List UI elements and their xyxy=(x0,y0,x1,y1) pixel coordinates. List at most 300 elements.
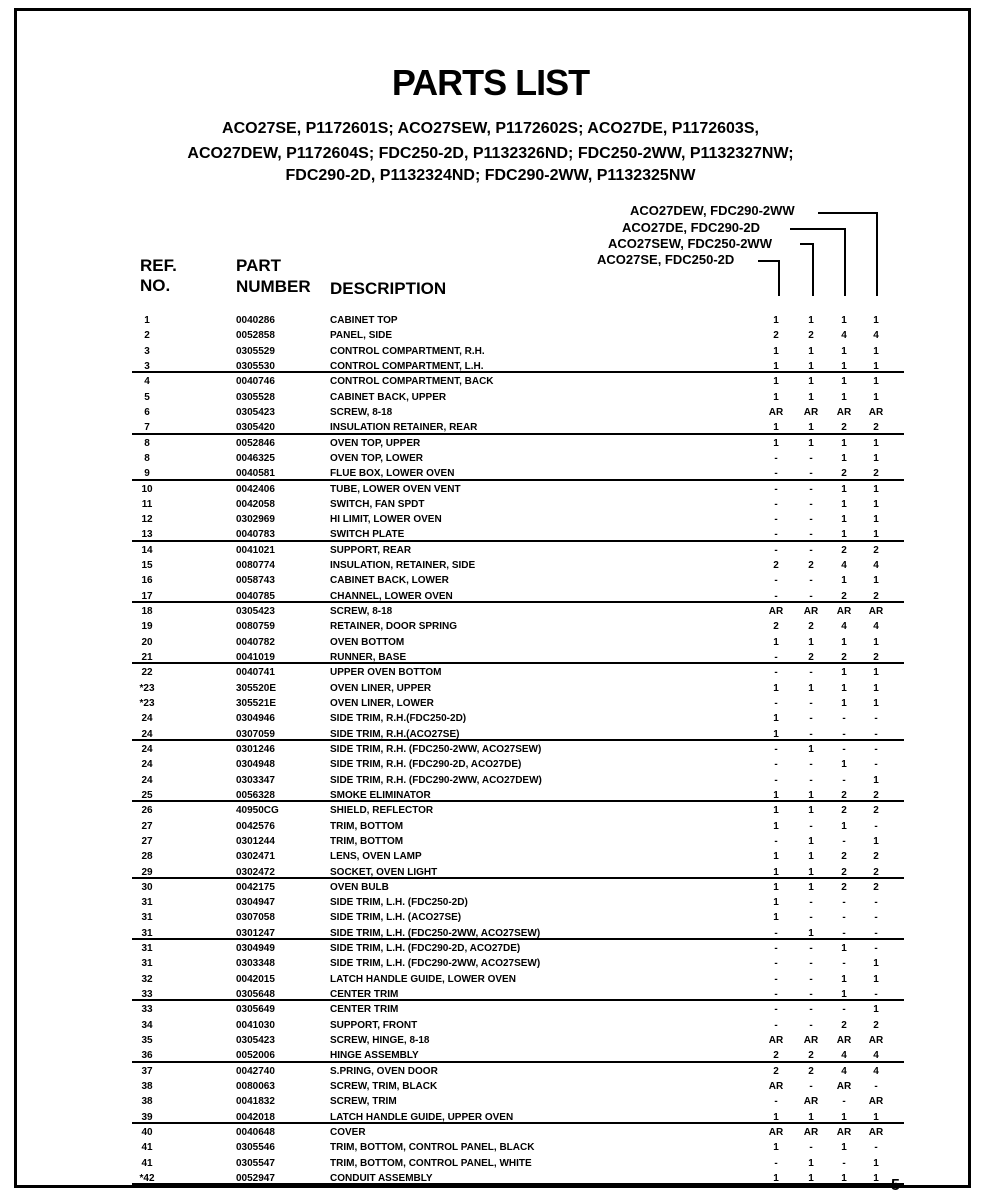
part-number-cell: 40950CG xyxy=(236,805,279,817)
part-number-cell: 0080063 xyxy=(236,1081,275,1092)
group-divider xyxy=(132,479,904,481)
quantity-cell: 1 xyxy=(841,698,847,709)
quantity-cell: 1 xyxy=(841,360,847,372)
quantity-cell: 1 xyxy=(773,682,779,694)
quantity-cell: 1 xyxy=(873,636,879,648)
quantity-cell: - xyxy=(842,1157,846,1169)
table-row xyxy=(0,313,981,328)
quantity-cell: 1 xyxy=(841,452,847,464)
quantity-cell: - xyxy=(774,483,778,495)
quantity-cell: 1 xyxy=(873,529,879,541)
ref-cell: 38 xyxy=(141,1096,153,1108)
part-number-cell: 0046325 xyxy=(236,452,275,464)
part-number-cell: 0042175 xyxy=(236,881,275,893)
description-cell: TRIM, BOTTOM, CONTROL PANEL, BLACK xyxy=(330,1142,535,1154)
quantity-cell: 1 xyxy=(773,728,779,740)
ref-header: NO. xyxy=(140,276,171,295)
ref-cell: 30 xyxy=(141,881,153,893)
quantity-cell: 4 xyxy=(873,1050,879,1062)
ref-cell: 6 xyxy=(144,406,150,418)
table-row xyxy=(0,1002,981,1017)
quantity-cell: - xyxy=(809,529,813,541)
description-cell: OVEN TOP, LOWER xyxy=(330,452,423,464)
quantity-cell: 1 xyxy=(841,759,847,771)
quantity-cell: 1 xyxy=(873,345,879,357)
table-row xyxy=(0,696,981,711)
quantity-cell: - xyxy=(842,1004,846,1016)
quantity-cell: 2 xyxy=(773,1050,779,1062)
quantity-cell: - xyxy=(774,544,778,556)
table-row xyxy=(0,742,981,757)
table-row xyxy=(0,895,981,910)
quantity-cell: 4 xyxy=(841,1065,847,1077)
quantity-cell: - xyxy=(809,989,813,1001)
page-number: 5 xyxy=(891,1177,900,1194)
quantity-cell: - xyxy=(774,1096,778,1108)
part-number-cell: 0080774 xyxy=(236,560,275,572)
quantity-cell: - xyxy=(809,728,813,740)
quantity-cell: - xyxy=(842,912,846,924)
quantity-cell: 2 xyxy=(808,652,814,664)
description-cell: RUNNER, BASE xyxy=(330,652,407,664)
part-number-cell: 0307059 xyxy=(236,728,275,740)
ref-cell: 20 xyxy=(141,636,153,648)
part-number-cell: 0052846 xyxy=(236,437,275,449)
quantity-cell: 1 xyxy=(873,1004,879,1016)
ref-cell: 27 xyxy=(141,835,153,847)
part-number-cell: 0041021 xyxy=(236,544,275,556)
quantity-cell: 1 xyxy=(808,1157,814,1169)
quantity-cell: 1 xyxy=(808,682,814,694)
quantity-cell: 2 xyxy=(873,1019,879,1031)
table-row xyxy=(0,344,981,359)
quantity-cell: 1 xyxy=(841,575,847,587)
table-row xyxy=(0,558,981,573)
part-number-cell: 0304947 xyxy=(236,897,275,909)
quantity-cell: - xyxy=(809,973,813,985)
ref-cell: 2 xyxy=(144,330,150,342)
description-cell: PANEL, SIDE xyxy=(330,330,393,342)
column-header-3: ACO27DE, FDC290-2D xyxy=(622,220,760,235)
description-cell: SIDE TRIM, L.H. (FDC290-2WW, ACO27SEW) xyxy=(330,958,541,970)
quantity-cell: 1 xyxy=(808,851,814,863)
part-number-cell: 0305529 xyxy=(236,345,275,357)
quantity-cell: 2 xyxy=(841,1019,847,1031)
quantity-cell: 1 xyxy=(873,1157,879,1169)
ref-cell: 8 xyxy=(144,452,150,464)
description-cell: OVEN BOTTOM xyxy=(330,636,405,648)
ref-cell: 41 xyxy=(141,1142,153,1154)
quantity-cell: 1 xyxy=(773,391,779,403)
ref-cell: 33 xyxy=(141,1004,153,1016)
ref-cell: 5 xyxy=(144,391,150,403)
quantity-cell: 1 xyxy=(773,422,779,434)
quantity-cell: 1 xyxy=(841,345,847,357)
quantity-cell: 2 xyxy=(873,789,879,801)
ref-cell: *42 xyxy=(139,1172,155,1184)
table-row xyxy=(0,451,981,466)
quantity-cell: 1 xyxy=(873,667,879,679)
quantity-cell: 2 xyxy=(841,422,847,434)
part-number-cell: 0042740 xyxy=(236,1065,275,1077)
quantity-cell: AR xyxy=(868,1126,884,1138)
quantity-cell: 1 xyxy=(808,636,814,648)
quantity-cell: 2 xyxy=(841,652,847,664)
part-number-cell: 0302471 xyxy=(236,851,275,863)
table-row xyxy=(0,436,981,451)
quantity-cell: - xyxy=(809,713,813,725)
quantity-cell: - xyxy=(842,728,846,740)
description-cell: SUPPORT, REAR xyxy=(330,544,412,556)
quantity-cell: 2 xyxy=(773,560,779,572)
description-cell: CENTER TRIM xyxy=(330,1004,399,1016)
description-cell: SWITCH PLATE xyxy=(330,529,405,541)
quantity-cell: 1 xyxy=(773,437,779,449)
quantity-cell: AR xyxy=(836,1126,852,1138)
part-number-cell: 0305547 xyxy=(236,1157,275,1169)
ref-cell: 10 xyxy=(141,483,153,495)
ref-cell: 29 xyxy=(141,866,153,878)
quantity-cell: - xyxy=(774,759,778,771)
quantity-cell: - xyxy=(809,1081,813,1092)
table-row xyxy=(0,328,981,343)
quantity-cell: 1 xyxy=(841,667,847,679)
table-row xyxy=(0,374,981,389)
description-cell: FLUE BOX, LOWER OVEN xyxy=(330,468,455,480)
quantity-cell: - xyxy=(874,943,878,955)
quantity-cell: - xyxy=(774,529,778,541)
part-header: PART xyxy=(236,256,282,275)
quantity-cell: - xyxy=(774,989,778,1001)
quantity-cell: 1 xyxy=(773,1142,779,1154)
ref-cell: 32 xyxy=(141,973,153,985)
description-cell: SWITCH, FAN SPDT xyxy=(330,498,425,510)
quantity-cell: 1 xyxy=(841,682,847,694)
quantity-cell: - xyxy=(874,927,878,939)
description-cell: CONTROL COMPARTMENT, L.H. xyxy=(330,360,484,372)
ref-cell: 26 xyxy=(141,805,153,817)
quantity-cell: - xyxy=(809,698,813,709)
quantity-cell: 2 xyxy=(841,851,847,863)
description-cell: CENTER TRIM xyxy=(330,989,399,1001)
quantity-cell: 1 xyxy=(808,866,814,878)
part-number-cell: 0040648 xyxy=(236,1126,275,1138)
quantity-cell: 1 xyxy=(873,437,879,449)
description-cell: CABINET BACK, UPPER xyxy=(330,391,447,403)
ref-cell: *23 xyxy=(139,682,155,694)
quantity-cell: 1 xyxy=(841,529,847,541)
part-number-cell: 0052947 xyxy=(236,1172,275,1184)
model-list-line: FDC290-2D, P1132324ND; FDC290-2WW, P1132325NW xyxy=(285,167,696,184)
quantity-cell: 1 xyxy=(841,498,847,510)
quantity-cell: AR xyxy=(768,1081,784,1092)
header-leader xyxy=(818,212,878,214)
quantity-cell: 2 xyxy=(773,330,779,342)
quantity-cell: 4 xyxy=(873,1065,879,1077)
part-number-cell: 0305648 xyxy=(236,989,275,1001)
quantity-cell: 1 xyxy=(873,698,879,709)
quantity-cell: AR xyxy=(803,1126,819,1138)
ref-cell: 31 xyxy=(141,927,153,939)
description-cell: SIDE TRIM, R.H. (FDC250-2WW, ACO27SEW) xyxy=(330,743,542,755)
part-number-cell: 0040782 xyxy=(236,636,275,648)
quantity-cell: 2 xyxy=(841,590,847,602)
quantity-cell: 1 xyxy=(873,452,879,464)
quantity-cell: 1 xyxy=(773,1111,779,1123)
group-divider xyxy=(132,601,904,603)
quantity-cell: 1 xyxy=(808,789,814,801)
ref-header: REF. xyxy=(140,256,177,275)
header-leader xyxy=(758,260,780,262)
description-cell: SHIELD, REFLECTOR xyxy=(330,805,434,817)
ref-cell: 25 xyxy=(141,789,153,801)
table-row xyxy=(0,390,981,405)
table-row xyxy=(0,665,981,680)
table-row xyxy=(0,956,981,971)
part-number-cell: 0305546 xyxy=(236,1142,275,1154)
part-number-cell: 305520E xyxy=(236,682,277,694)
quantity-cell: 2 xyxy=(808,1050,814,1062)
quantity-cell: 1 xyxy=(808,881,814,893)
part-number-cell: 0040746 xyxy=(236,376,275,388)
quantity-cell: 1 xyxy=(841,391,847,403)
quantity-cell: - xyxy=(774,468,778,480)
ref-cell: 31 xyxy=(141,958,153,970)
quantity-cell: - xyxy=(809,575,813,587)
quantity-cell: - xyxy=(774,698,778,709)
ref-cell: 37 xyxy=(141,1065,153,1077)
group-divider xyxy=(132,1061,904,1063)
quantity-cell: - xyxy=(874,728,878,740)
description-cell: SCREW, TRIM, BLACK xyxy=(330,1081,438,1092)
quantity-cell: - xyxy=(774,452,778,464)
description-cell: TUBE, LOWER OVEN VENT xyxy=(330,483,461,495)
quantity-cell: - xyxy=(774,514,778,526)
quantity-cell: - xyxy=(809,514,813,526)
group-divider xyxy=(132,1122,904,1124)
quantity-cell: 1 xyxy=(808,360,814,372)
ref-cell: 12 xyxy=(141,514,153,526)
table-row xyxy=(0,573,981,588)
quantity-cell: - xyxy=(809,590,813,602)
quantity-cell: - xyxy=(774,590,778,602)
quantity-cell: - xyxy=(809,544,813,556)
ref-cell: 24 xyxy=(141,759,153,771)
ref-cell: 22 xyxy=(141,667,153,679)
quantity-cell: 1 xyxy=(773,376,779,388)
ref-cell: 9 xyxy=(144,468,150,480)
quantity-cell: - xyxy=(809,774,813,786)
description-cell: CABINET TOP xyxy=(330,315,398,326)
description-cell: HINGE ASSEMBLY xyxy=(330,1050,419,1062)
quantity-cell: 1 xyxy=(873,391,879,403)
ref-cell: 14 xyxy=(141,544,153,556)
part-number-cell: 0041019 xyxy=(236,652,275,664)
description-cell: TRIM, BOTTOM xyxy=(330,835,404,847)
quantity-cell: - xyxy=(774,667,778,679)
description-cell: OVEN LINER, UPPER xyxy=(330,682,432,694)
ref-cell: 31 xyxy=(141,943,153,955)
quantity-cell: AR xyxy=(768,606,784,618)
quantity-cell: 2 xyxy=(873,544,879,556)
description-cell: LATCH HANDLE GUIDE, LOWER OVEN xyxy=(330,973,516,985)
quantity-cell: 2 xyxy=(873,590,879,602)
ref-cell: 17 xyxy=(141,590,153,602)
quantity-cell: AR xyxy=(836,1035,852,1047)
ref-cell: 21 xyxy=(141,652,153,664)
part-number-cell: 0041030 xyxy=(236,1019,275,1031)
quantity-cell: - xyxy=(874,897,878,909)
quantity-cell: 2 xyxy=(808,330,814,342)
quantity-cell: AR xyxy=(803,606,819,618)
quantity-cell: AR xyxy=(868,406,884,418)
quantity-cell: AR xyxy=(836,1081,852,1092)
table-row xyxy=(0,482,981,497)
quantity-cell: 1 xyxy=(873,315,879,326)
ref-cell: 27 xyxy=(141,820,153,832)
part-number-cell: 0305423 xyxy=(236,606,275,618)
part-number-cell: 0042015 xyxy=(236,973,275,985)
part-number-cell: 0040286 xyxy=(236,315,275,326)
quantity-cell: AR xyxy=(768,1035,784,1047)
part-number-cell: 0301247 xyxy=(236,927,275,939)
quantity-cell: 2 xyxy=(841,789,847,801)
quantity-cell: 1 xyxy=(773,1172,779,1184)
quantity-cell: - xyxy=(809,912,813,924)
table-row xyxy=(0,681,981,696)
quantity-cell: 1 xyxy=(808,345,814,357)
ref-cell: 16 xyxy=(141,575,153,587)
quantity-cell: 1 xyxy=(873,1172,879,1184)
ref-cell: 24 xyxy=(141,774,153,786)
quantity-cell: 2 xyxy=(841,881,847,893)
description-cell: TRIM, BOTTOM xyxy=(330,820,404,832)
quantity-cell: 1 xyxy=(841,315,847,326)
table-row xyxy=(0,1018,981,1033)
quantity-cell: 2 xyxy=(773,1065,779,1077)
quantity-cell: - xyxy=(809,897,813,909)
description-header: DESCRIPTION xyxy=(330,279,447,298)
description-cell: SMOKE ELIMINATOR xyxy=(330,789,431,801)
part-number-cell: 0303348 xyxy=(236,958,275,970)
quantity-cell: AR xyxy=(868,1096,884,1108)
quantity-cell: - xyxy=(809,1004,813,1016)
ref-cell: 8 xyxy=(144,437,150,449)
quantity-cell: 2 xyxy=(873,866,879,878)
quantity-cell: 1 xyxy=(873,360,879,372)
ref-cell: 34 xyxy=(141,1019,153,1031)
quantity-cell: 1 xyxy=(841,820,847,832)
description-cell: OVEN BULB xyxy=(330,881,389,893)
part-number-cell: 0305649 xyxy=(236,1004,275,1016)
ref-cell: 7 xyxy=(144,422,150,434)
quantity-cell: 1 xyxy=(841,437,847,449)
quantity-cell: 2 xyxy=(841,866,847,878)
quantity-cell: 1 xyxy=(808,315,814,326)
quantity-cell: 1 xyxy=(773,851,779,863)
quantity-cell: 1 xyxy=(773,713,779,725)
part-number-cell: 0056328 xyxy=(236,789,275,801)
quantity-cell: - xyxy=(874,912,878,924)
part-number-cell: 0305423 xyxy=(236,1035,275,1047)
header-leader xyxy=(778,260,780,296)
quantity-cell: - xyxy=(774,835,778,847)
table-row xyxy=(0,619,981,634)
quantity-cell: 1 xyxy=(808,391,814,403)
ref-cell: 40 xyxy=(141,1126,153,1138)
description-cell: SIDE TRIM, L.H. (FDC250-2D) xyxy=(330,897,468,909)
quantity-cell: - xyxy=(774,1004,778,1016)
description-cell: CABINET BACK, LOWER xyxy=(330,575,449,587)
ref-cell: 15 xyxy=(141,560,153,572)
table-row xyxy=(0,972,981,987)
description-cell: S.PRING, OVEN DOOR xyxy=(330,1065,438,1077)
quantity-cell: - xyxy=(774,943,778,955)
model-list-line: ACO27SE, P1172601S; ACO27SEW, P1172602S; ACO27DE, P1172603S, xyxy=(222,120,759,137)
ref-cell: 39 xyxy=(141,1111,153,1123)
table-row xyxy=(0,1140,981,1155)
part-number-cell: 0302969 xyxy=(236,514,275,526)
quantity-cell: 1 xyxy=(841,514,847,526)
header-leader xyxy=(812,243,814,296)
group-divider xyxy=(132,800,904,802)
quantity-cell: - xyxy=(842,743,846,755)
quantity-cell: - xyxy=(774,743,778,755)
quantity-cell: AR xyxy=(803,406,819,418)
quantity-cell: 2 xyxy=(873,851,879,863)
ref-cell: 41 xyxy=(141,1157,153,1169)
part-number-cell: 0304946 xyxy=(236,713,275,725)
description-cell: COVER xyxy=(330,1126,366,1138)
part-number-cell: 0304949 xyxy=(236,943,275,955)
ref-cell: 31 xyxy=(141,897,153,909)
quantity-cell: - xyxy=(774,498,778,510)
quantity-cell: 1 xyxy=(808,805,814,817)
part-number-cell: 0080759 xyxy=(236,621,275,633)
quantity-cell: 1 xyxy=(873,682,879,694)
part-number-cell: 0040581 xyxy=(236,468,275,480)
quantity-cell: 1 xyxy=(773,820,779,832)
table-row xyxy=(0,604,981,619)
quantity-cell: 4 xyxy=(873,621,879,633)
ref-cell: 19 xyxy=(141,621,153,633)
quantity-cell: 2 xyxy=(841,468,847,480)
quantity-cell: - xyxy=(774,575,778,587)
description-cell: SIDE TRIM, R.H. (FDC290-2WW, ACO27DEW) xyxy=(330,774,542,786)
description-cell: OVEN TOP, UPPER xyxy=(330,437,421,449)
quantity-cell: 1 xyxy=(773,315,779,326)
quantity-cell: 1 xyxy=(808,1172,814,1184)
description-cell: SUPPORT, FRONT xyxy=(330,1019,418,1031)
quantity-cell: 1 xyxy=(841,1142,847,1154)
quantity-cell: - xyxy=(874,989,878,1001)
part-number-cell: 0058743 xyxy=(236,575,275,587)
table-row xyxy=(0,941,981,956)
ref-cell: 33 xyxy=(141,989,153,1001)
quantity-cell: - xyxy=(774,958,778,970)
quantity-cell: - xyxy=(774,1157,778,1169)
table-row xyxy=(0,834,981,849)
part-number-cell: 0305420 xyxy=(236,422,275,434)
group-divider xyxy=(132,371,904,373)
quantity-cell: 1 xyxy=(773,805,779,817)
quantity-cell: 1 xyxy=(773,866,779,878)
quantity-cell: 1 xyxy=(873,973,879,985)
quantity-cell: 4 xyxy=(841,1050,847,1062)
group-divider xyxy=(132,433,904,435)
quantity-cell: 1 xyxy=(873,575,879,587)
ref-cell: 36 xyxy=(141,1050,153,1062)
